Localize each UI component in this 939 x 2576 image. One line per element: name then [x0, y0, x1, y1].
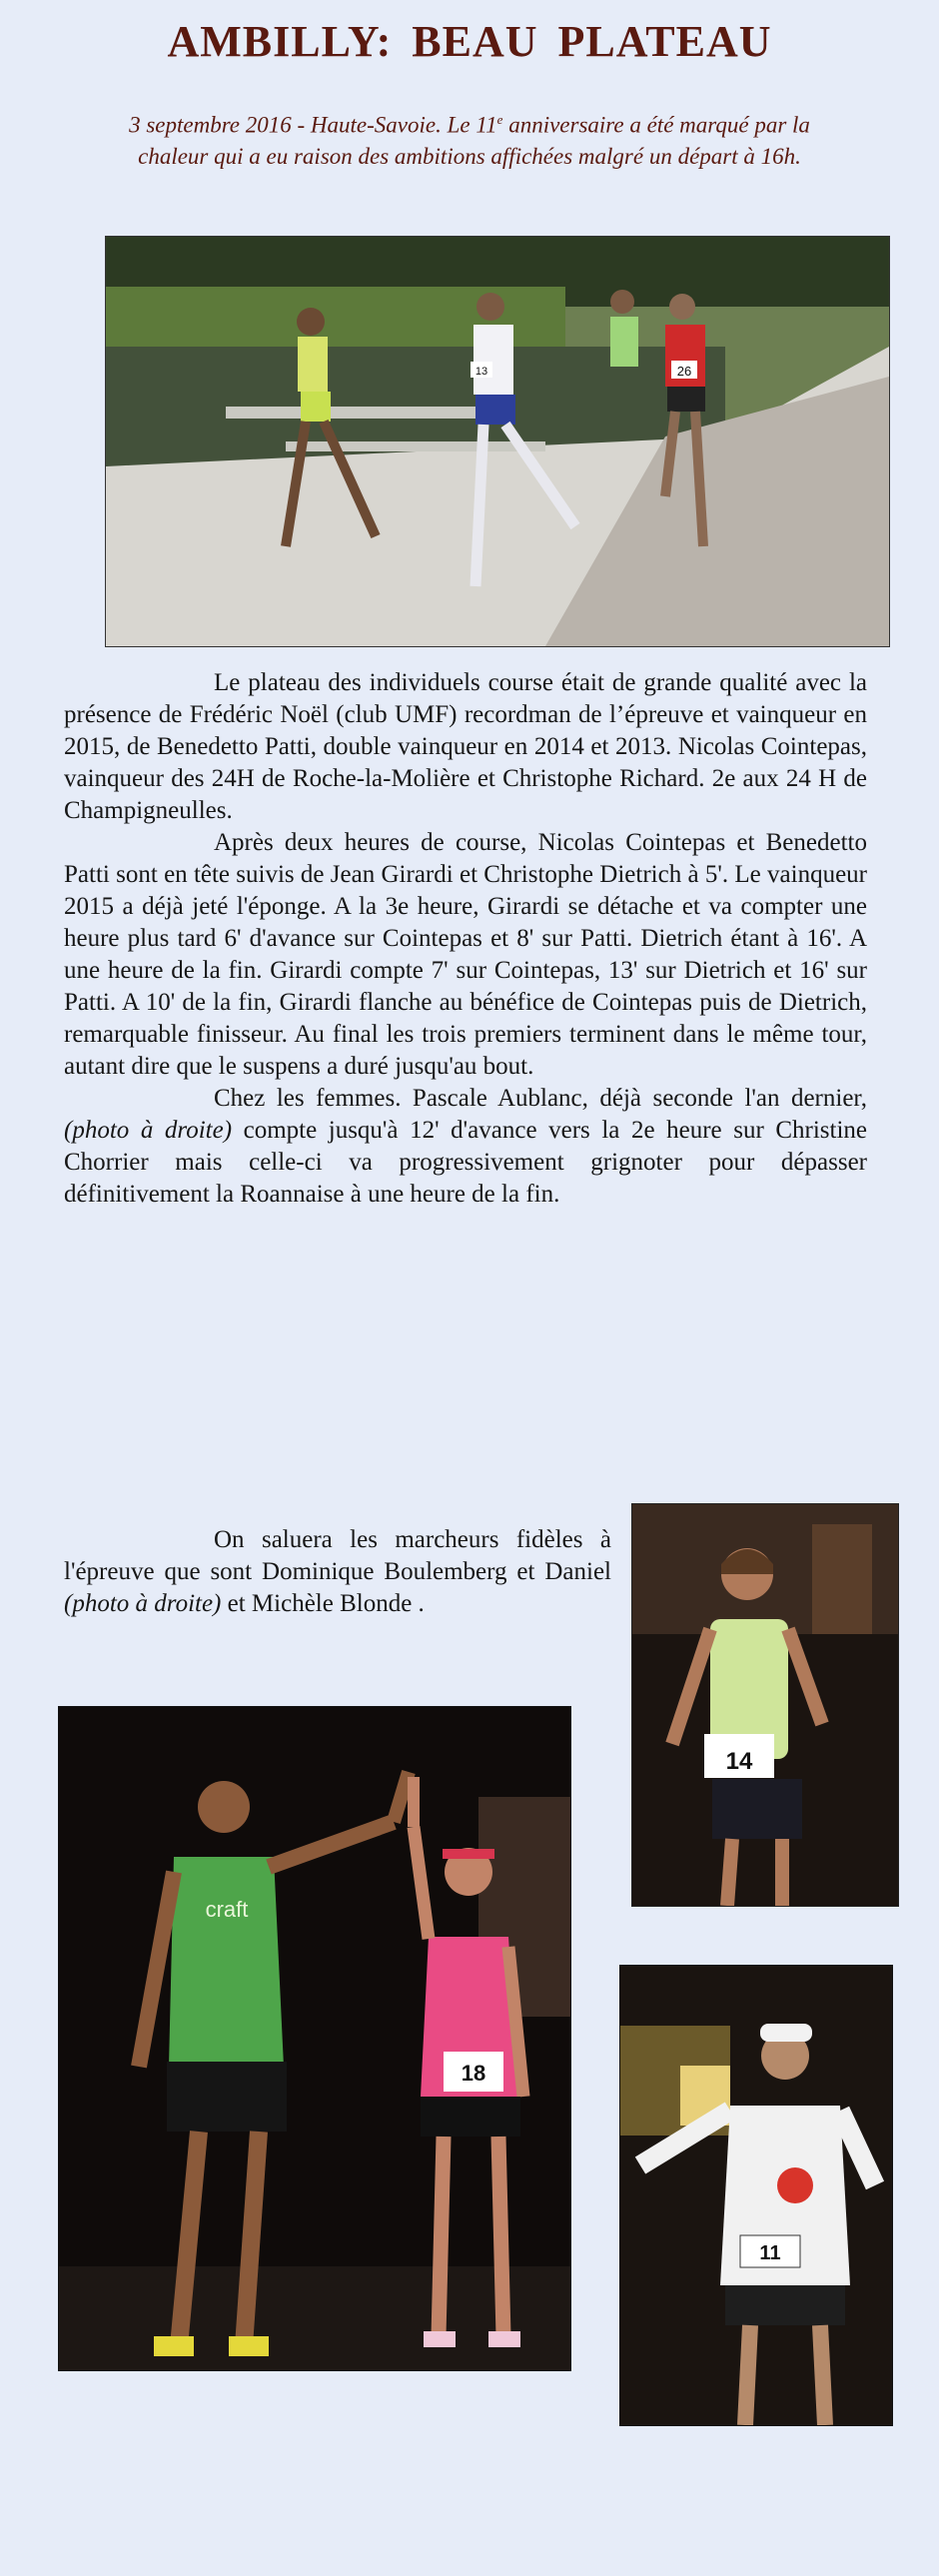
paragraph-race: Après deux heures de course, Nicolas Cointepas et Benedetto Patti sont en tête suivis de Jean Girardi et Christophe Dietrich à 5'. Le vainqueur 2015 a déjà jeté l'éponge. A la 3e heure, Girardi se détache et va compter une heure plus tard 6' d'avance sur Cointepas et 8' sur Patti. Dietrich étant à 16'. A une heure de la fin. Girardi compte 7' sur Cointepas, 13' sur Dietrich et 16' sur Patti. A 10' de la fin, Girardi flanche au bénéfice de Cointepas puis de Dietrich, remarquable finisseur. Au final les trois premiers terminent dans le même tour, autant dire que le suspens a duré jusqu'au bout.: [64, 829, 867, 1080]
article-title: AMBILLY: BEAU PLATEAU: [167, 17, 772, 66]
photo-walker: [619, 1965, 893, 2426]
article-body-main: [64, 667, 867, 1211]
article-subtitle: [110, 104, 829, 172]
photo-reference: (photo à droite): [64, 1117, 233, 1144]
bib-top-runner-a: 13: [474, 366, 488, 378]
subtitle-superscript: e: [496, 112, 503, 127]
bib-couple-woman: 18: [461, 2061, 486, 2086]
bib-walker: 11: [759, 2242, 781, 2264]
bib-woman-right: 14: [725, 1748, 753, 1775]
photo-runners-pond: [105, 236, 890, 647]
subtitle-date: 3 septembre 2016 - Haute-Savoie. Le 11: [129, 112, 497, 138]
photo-woman-runner: [631, 1503, 899, 1907]
bib-top-runner-b: 26: [676, 364, 692, 379]
shirt-text: craft: [205, 1897, 249, 1922]
paragraph-walkers: [64, 1524, 611, 1620]
paragraph-women-a: Chez les femmes. Pascale Aublanc, déjà seconde l'an dernier,: [214, 1085, 867, 1112]
paragraph-women-b: compte jusqu'à 12' d'avance vers la 2e heure sur Christine Chorrier mais celle-ci va progressivement grignoter pour dépasser définitivement la Roannaise à une heure de la fin.: [64, 1117, 867, 1208]
article-body-walkers: [64, 1524, 611, 1620]
paragraph-walkers-b: et Michèle Blonde .: [221, 1590, 425, 1617]
photo-reference-2: (photo à droite): [64, 1590, 222, 1617]
paragraph-walkers-a: On saluera les marcheurs fidèles à l'épreuve que sont Dominique Boulemberg et Daniel: [64, 1526, 611, 1585]
paragraph-women: [64, 1083, 867, 1211]
photo-couple-runners: [58, 1706, 571, 2371]
subtitle-rest: anniversaire a été marqué par la chaleur qui a eu raison des ambitions affichées malgré un départ à 16h.: [138, 112, 810, 169]
paragraph-plateau: Le plateau des individuels course était de grande qualité avec la présence de Frédéric Noël (club UMF) recordman de l’épreuve et vainqueur en 2015, de Benedetto Patti, double vainqueur en 2014 et 2013. Nicolas Cointepas, vainqueur des 24H de Roche-la-Molière et Christophe Richard. 2e aux 24 H de Champigneulles.: [64, 669, 867, 824]
